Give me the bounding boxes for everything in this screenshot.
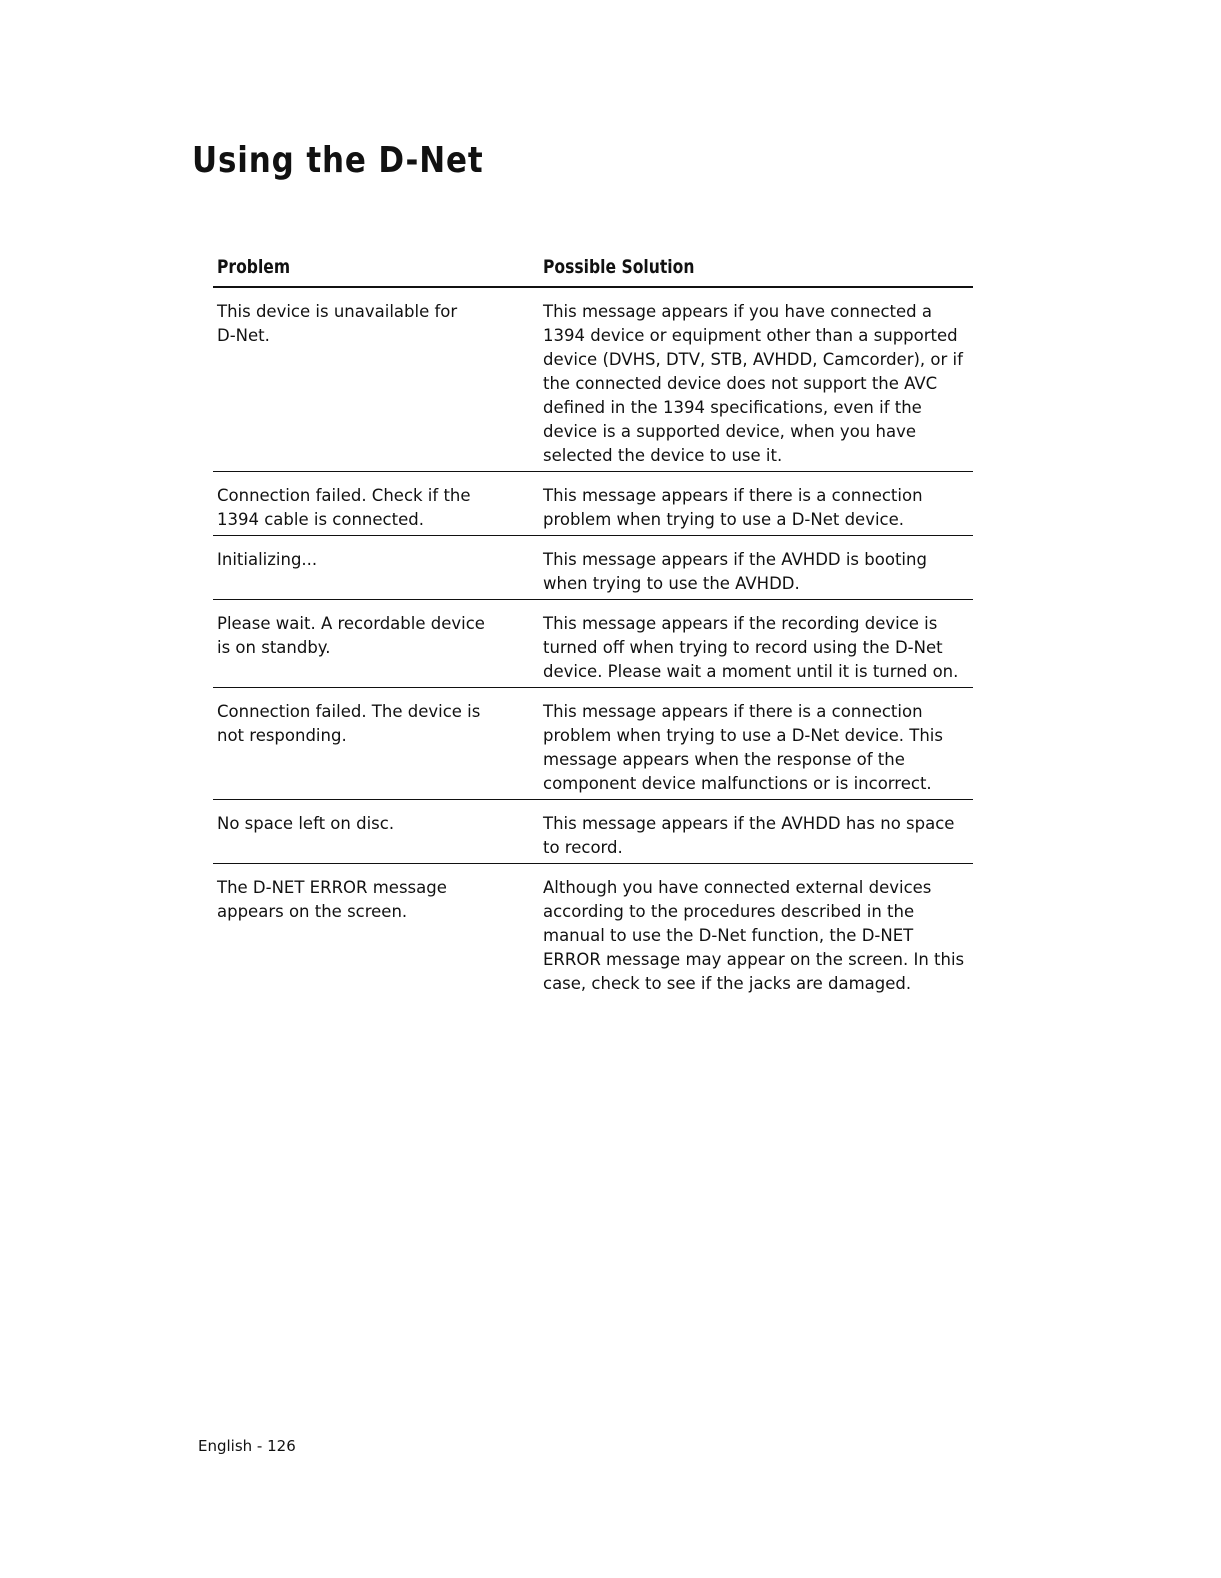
problem-cell: This device is unavailable for D-Net. [217,302,458,345]
problem-cell: Initializing... [217,550,318,569]
problem-cell: Connection failed. The device is not responding. [217,702,481,745]
solution-cell: This message appears if the AVHDD has no space to record. [543,814,955,857]
problem-cell: Please wait. A recordable device is on standby. [217,614,485,657]
solution-cell: This message appears if there is a connection problem when trying to use a D-Net device. This message appears when the response of the component device malfunctions or is incorrect. [543,702,943,793]
solution-cell: This message appears if the AVHDD is booting when trying to use the AVHDD. [543,550,927,593]
problem-cell: No space left on disc. [217,814,395,833]
header-problem-cell [213,252,543,286]
table-row [213,472,973,536]
page-title: Using the D-Net [192,140,484,181]
problem-cell: The D-NET ERROR message appears on the screen. [217,878,447,921]
table-row [213,800,973,864]
solution-cell: This message appears if the recording device is turned off when trying to record using the D-Net device. Please wait a moment until it is turned on. [543,614,959,681]
solution-cell: Although you have connected external devices according to the procedures described in the manual to use the D-Net function, the D-NET ERROR message may appear on the screen. In this case, check to see if the jacks are damaged. [543,878,965,993]
table-row [213,536,973,600]
solution-cell: This message appears if there is a connection problem when trying to use a D-Net device. [543,486,923,529]
troubleshooting-table [213,252,973,1000]
header-problem: Problem [217,256,291,278]
problem-cell: Connection failed. Check if the 1394 cable is connected. [217,486,471,529]
solution-cell: This message appears if you have connected a 1394 device or equipment other than a supported device (DVHS, DTV, STB, AVHDD, Camcorder), or if the connected device does not support the AVC defined in the 1394 specifications, even if the device is a supported device, when you have selected the device to use it. [543,302,963,465]
table-row [213,600,973,688]
header-solution-cell [543,252,973,286]
table-header [213,252,973,288]
table-row [213,288,973,472]
table-row [213,688,973,800]
header-solution: Possible Solution [543,256,695,278]
page-footer: English - 126 [198,1437,296,1455]
table-row [213,864,973,1000]
